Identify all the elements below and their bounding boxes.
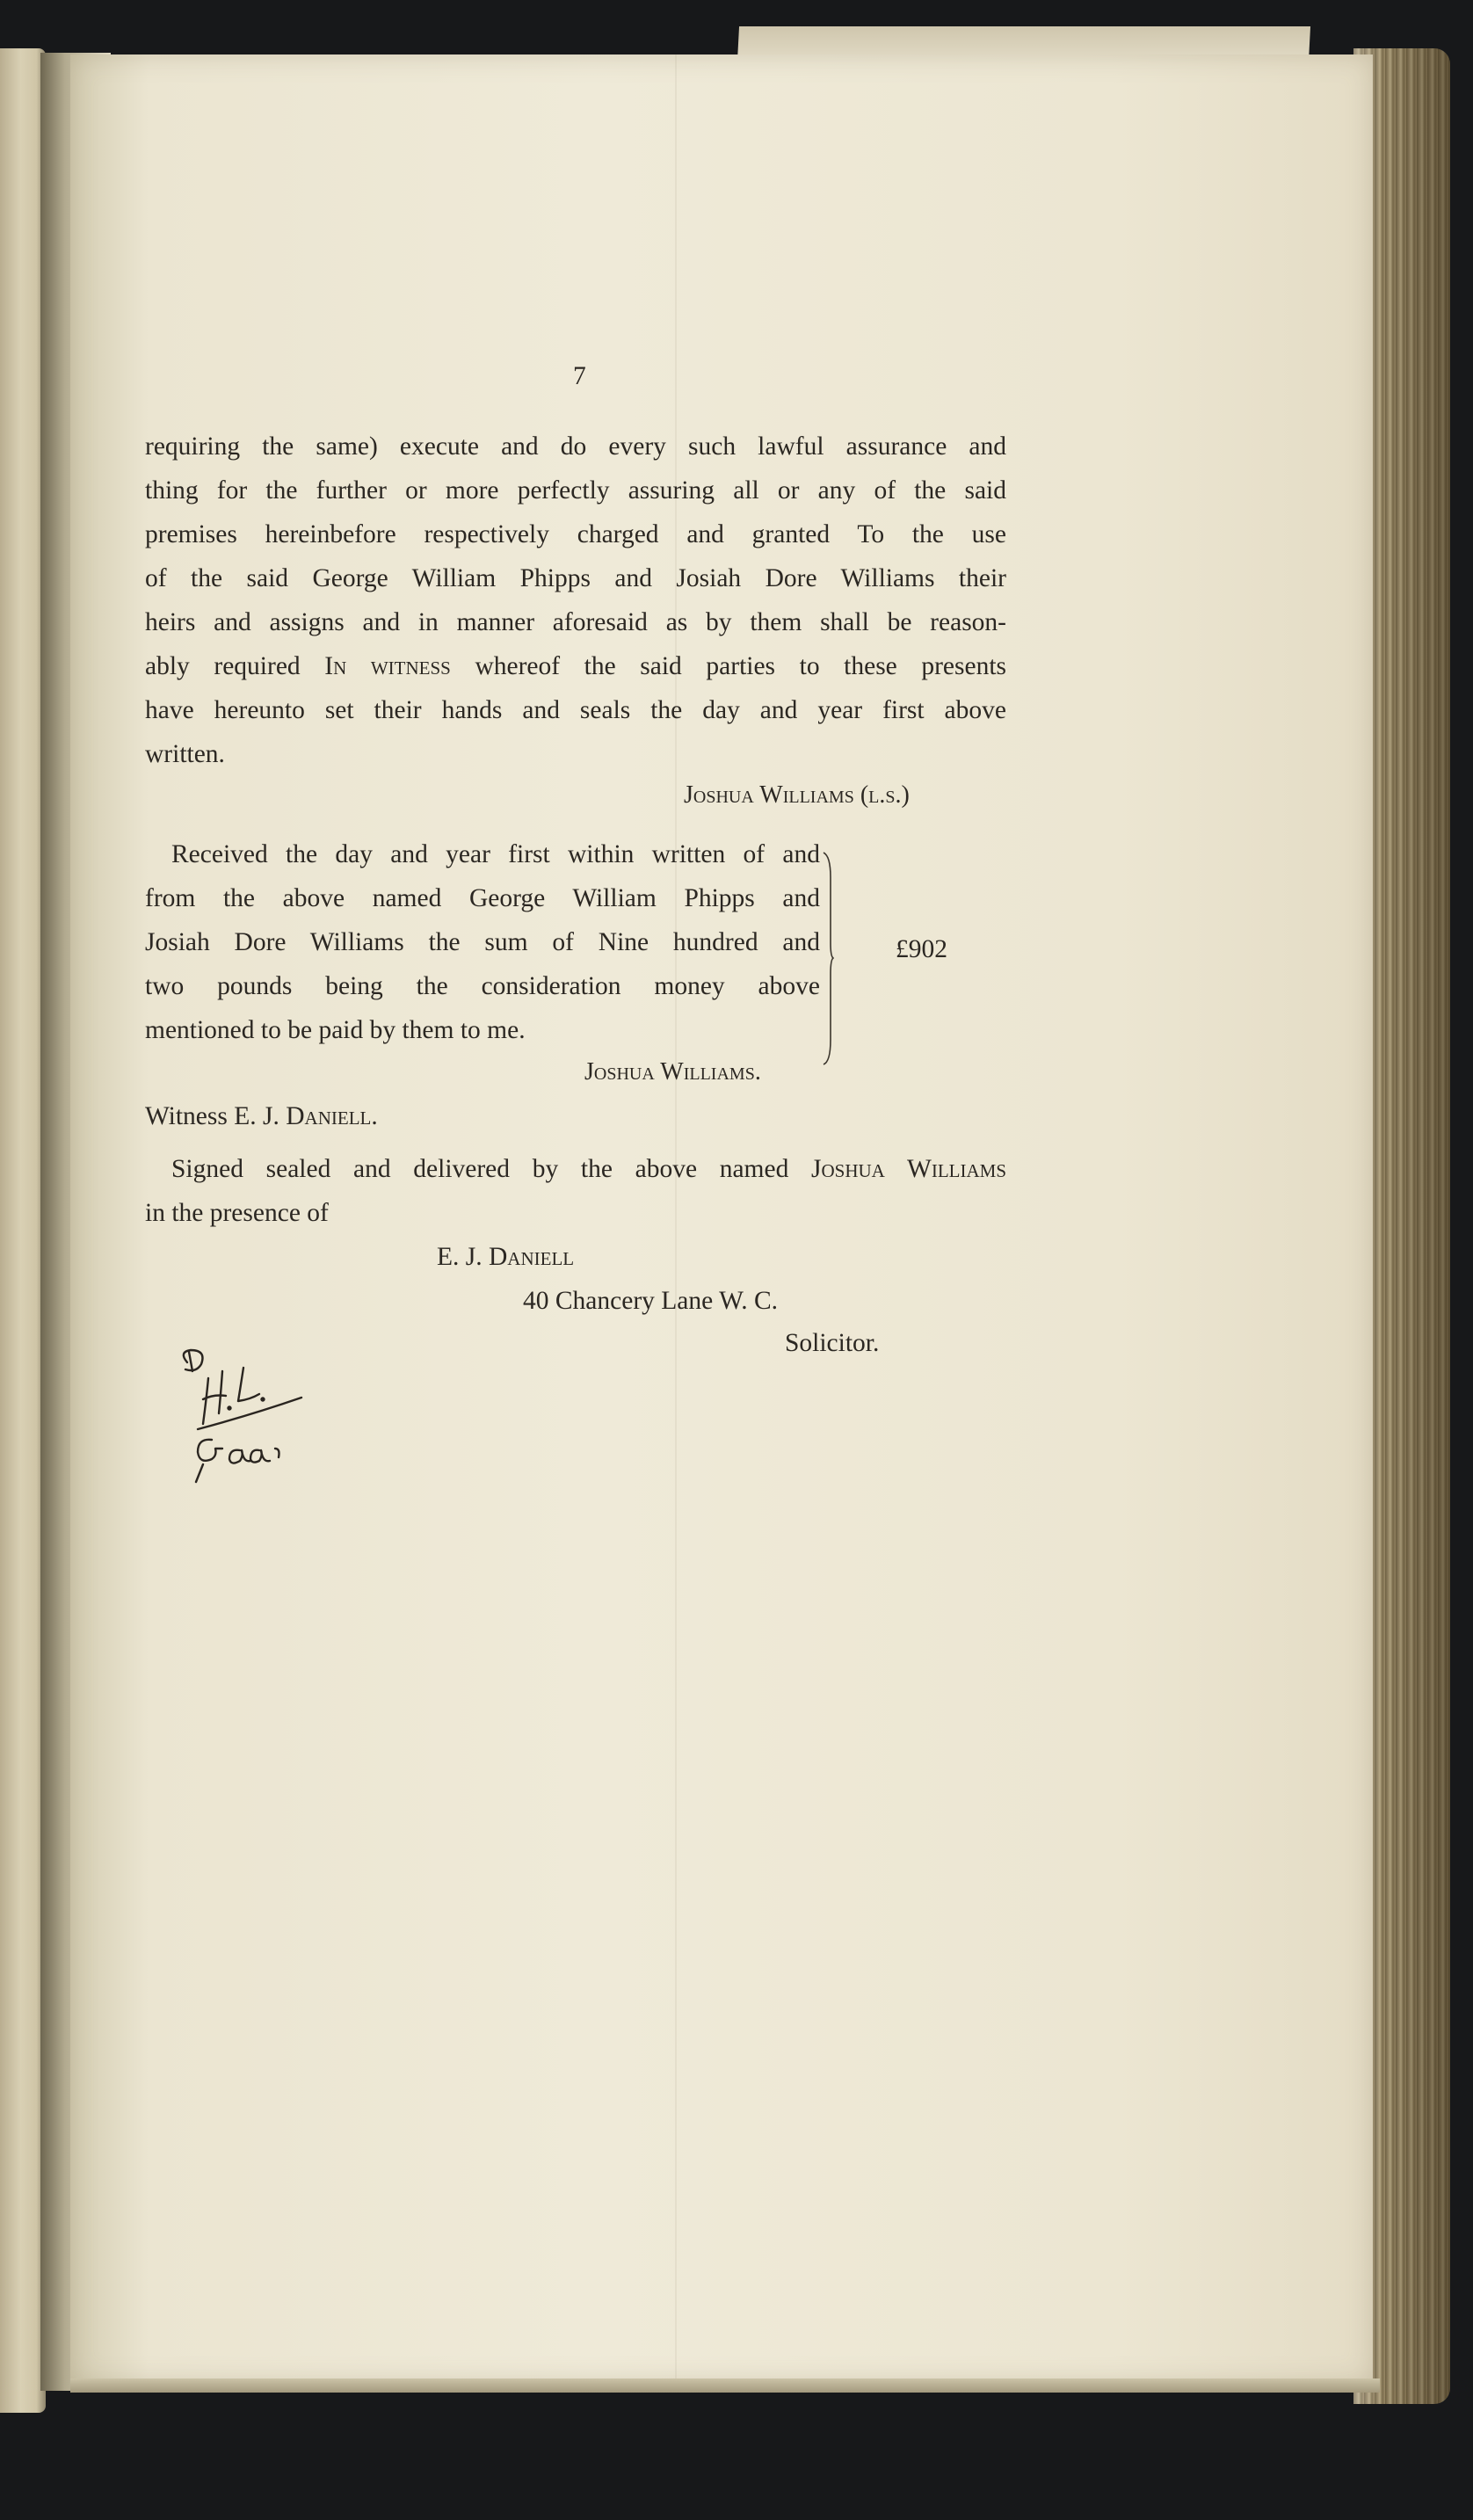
receipt-line-4: two pounds being the consideration money above — [145, 972, 820, 1000]
deed-line-3: premises hereinbefore respectively charged and granted To the use — [145, 520, 1006, 548]
deed-line-2: thing for the further or more perfectly assuring all or any of the said — [145, 476, 1006, 505]
witness-prefix: Witness E. J. — [145, 1102, 279, 1130]
receipt-line-1: Received the day and year first within written of and — [171, 840, 820, 868]
receipt-last-line: mentioned to be paid by them to me. — [145, 1016, 526, 1044]
deed-signature — [684, 773, 910, 817]
witness-name: Daniell. — [286, 1102, 378, 1130]
receipt-line-3: Josiah Dore Williams the sum of Nine hundred and — [145, 928, 820, 956]
attestation-prefix: Signed sealed and delivered by the above named — [171, 1155, 789, 1183]
seal-mark: (l.s.) — [860, 781, 910, 809]
in-witness-phrase: In witness — [324, 652, 451, 680]
receipt-signer: Joshua Williams. — [584, 1058, 761, 1086]
attestation-signer: Joshua Williams — [811, 1155, 1006, 1183]
attestation-line-1 — [171, 1147, 1006, 1191]
witness-title: Solicitor. — [785, 1329, 880, 1357]
attestation-line-2: in the presence of — [145, 1199, 329, 1227]
receipt-line-2: from the above named George William Phipps and — [145, 884, 820, 912]
deed-line-4: of the said George William Phipps and Josiah Dore Williams their — [145, 564, 1006, 592]
deed-line-7: have hereunto set their hands and seals the day and year first above — [145, 696, 1006, 724]
receipt-amount: £902 — [896, 935, 947, 963]
deed-last-line: written. — [145, 740, 225, 768]
witness-address: 40 Chancery Lane W. C. — [523, 1287, 779, 1315]
deed-line-6-before: ably required — [145, 652, 301, 680]
deed-line-6 — [145, 644, 1006, 688]
deed-line-1: requiring the same) execute and do every such lawful assurance and — [145, 432, 1006, 461]
page-fold-line — [675, 54, 677, 2384]
left-page-edge — [0, 48, 46, 2413]
handwritten-initials — [171, 1345, 325, 1494]
attesting-witness-initials: E. J. — [437, 1243, 483, 1271]
attesting-witness — [437, 1235, 574, 1279]
receipt-brace — [822, 851, 834, 1066]
deed-line-5: heirs and assigns and in manner aforesaid as by them shall be reason- — [145, 608, 1006, 636]
witness-line — [145, 1094, 378, 1138]
page-bottom-edge — [70, 2378, 1380, 2393]
page-number: 7 — [573, 362, 586, 390]
attesting-witness-name: Daniell — [489, 1243, 575, 1271]
deed-line-6-after: whereof the said parties to these presents — [475, 652, 1007, 680]
deed-signer-name: Joshua Williams — [684, 781, 854, 809]
